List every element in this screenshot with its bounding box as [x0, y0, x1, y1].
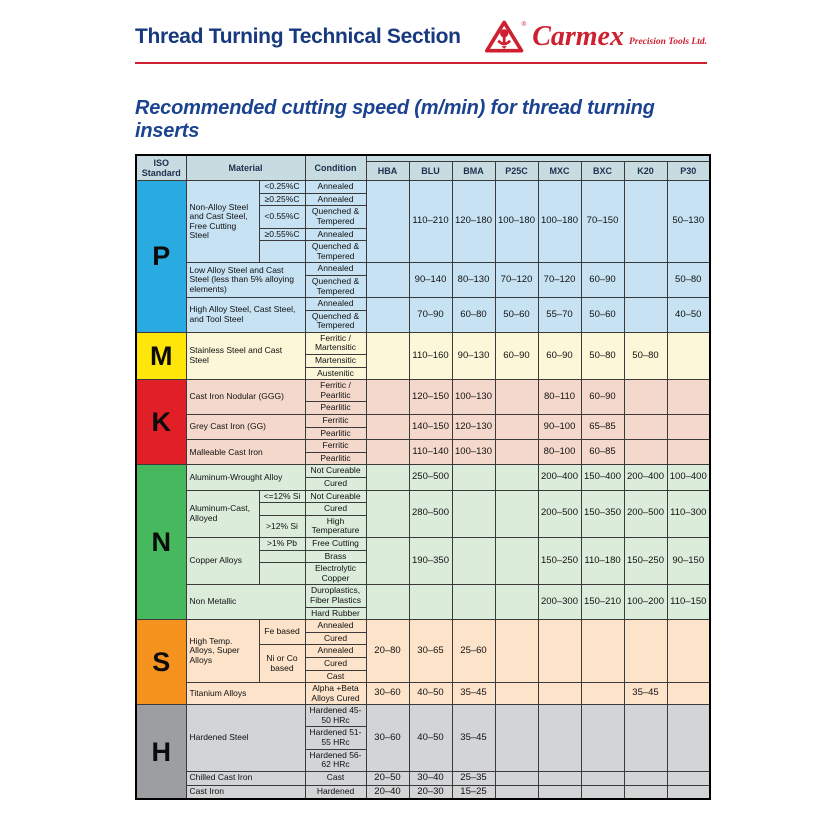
condition-cell: Electrolytic Copper: [305, 563, 366, 585]
value-cell-mxc: 200–400: [538, 465, 581, 490]
spec-cell: Fe based: [259, 620, 305, 645]
condition-cell: Ferritic: [305, 415, 366, 428]
value-cell-k20: 200–500: [624, 490, 667, 537]
material-cell: High Alloy Steel, Cast Steel, and Tool Steel: [186, 298, 305, 333]
value-cell-hba: [366, 490, 409, 537]
table-row: [136, 298, 710, 311]
col-header-bxc: BXC: [581, 162, 624, 181]
value-cell-bxc: 150–210: [581, 585, 624, 620]
col-header-material: Material: [186, 155, 305, 181]
value-cell-bxc: 65–85: [581, 415, 624, 440]
value-cell-bma: [452, 585, 495, 620]
col-header-iso-standard: ISO Standard: [136, 155, 186, 181]
value-cell-p30: [667, 683, 710, 705]
condition-cell: Quenched & Tempered: [305, 310, 366, 332]
material-cell: Chilled Cast Iron: [186, 771, 305, 785]
value-cell-bma: [452, 537, 495, 584]
value-cell-k20: [624, 263, 667, 298]
value-cell-k20: [624, 298, 667, 333]
condition-cell: Hardened 45-50 HRc: [305, 705, 366, 727]
value-cell-k20: [624, 620, 667, 683]
value-cell-hba: [366, 380, 409, 415]
value-cell-mxc: 70–120: [538, 263, 581, 298]
value-cell-p25c: [495, 490, 538, 537]
table-row: [136, 785, 710, 799]
material-cell: Aluminum-Cast, Alloyed: [186, 490, 259, 537]
value-cell-bma: 25–35: [452, 771, 495, 785]
value-cell-blu: 190–350: [409, 537, 452, 584]
value-cell-p25c: [495, 415, 538, 440]
condition-cell: Cured: [305, 478, 366, 491]
page-title: Thread Turning Technical Section: [135, 25, 461, 48]
value-cell-bma: [452, 465, 495, 490]
value-cell-k20: [624, 785, 667, 799]
value-cell-hba: 30–60: [366, 705, 409, 772]
value-cell-p25c: 100–180: [495, 181, 538, 263]
condition-cell: Quenched & Tempered: [305, 241, 366, 263]
value-cell-blu: 110–140: [409, 440, 452, 465]
table-row: [136, 440, 710, 453]
value-cell-k20: [624, 181, 667, 263]
value-cell-p25c: [495, 380, 538, 415]
value-cell-bma: 25–60: [452, 620, 495, 683]
iso-letter-s: S: [136, 620, 186, 705]
value-cell-hba: [366, 585, 409, 620]
value-cell-bxc: 110–180: [581, 537, 624, 584]
value-cell-hba: [366, 298, 409, 333]
value-cell-k20: [624, 705, 667, 772]
value-cell-p30: 50–80: [667, 263, 710, 298]
value-cell-mxc: [538, 771, 581, 785]
value-cell-k20: [624, 440, 667, 465]
value-cell-p30: [667, 785, 710, 799]
material-cell: Low Alloy Steel and Cast Steel (less than 5% alloying elements): [186, 263, 305, 298]
value-cell-k20: [624, 771, 667, 785]
value-cell-p25c: 50–60: [495, 298, 538, 333]
value-cell-p30: 90–150: [667, 537, 710, 584]
spec-cell: [259, 241, 305, 263]
col-header-p25c: P25C: [495, 162, 538, 181]
value-cell-p25c: [495, 771, 538, 785]
value-cell-p30: 110–300: [667, 490, 710, 537]
condition-cell: Hard Rubber: [305, 607, 366, 620]
condition-cell: Cured: [305, 632, 366, 645]
value-cell-p25c: [495, 705, 538, 772]
material-cell: High Temp. Alloys, Super Alloys: [186, 620, 259, 683]
value-cell-p25c: 70–120: [495, 263, 538, 298]
value-cell-hba: [366, 465, 409, 490]
col-header-blu: BLU: [409, 162, 452, 181]
value-cell-hba: [366, 415, 409, 440]
table-row: [136, 415, 710, 428]
top-header: [135, 16, 707, 58]
condition-cell: Pearlitic: [305, 452, 366, 465]
value-cell-bma: 120–180: [452, 181, 495, 263]
value-cell-blu: [409, 585, 452, 620]
condition-cell: Not Cureable: [305, 490, 366, 503]
value-cell-p30: [667, 332, 710, 379]
spec-cell: <=12% Si: [259, 490, 305, 503]
condition-cell: Annealed: [305, 228, 366, 241]
value-cell-p25c: [495, 440, 538, 465]
value-cell-bma: 100–130: [452, 440, 495, 465]
iso-letter-p: P: [136, 181, 186, 333]
value-cell-k20: 150–250: [624, 537, 667, 584]
value-cell-bma: 60–80: [452, 298, 495, 333]
iso-letter-k: K: [136, 380, 186, 465]
condition-cell: Hardened 51-55 HRc: [305, 727, 366, 749]
value-cell-p25c: [495, 465, 538, 490]
value-cell-p30: [667, 380, 710, 415]
value-cell-k20: 35–45: [624, 683, 667, 705]
value-cell-hba: [366, 181, 409, 263]
doc-title: Recommended cutting speed (m/min) for thread turning inserts: [135, 97, 655, 142]
table-row: [136, 465, 710, 478]
condition-cell: Cured: [305, 657, 366, 670]
value-cell-bxc: [581, 683, 624, 705]
condition-cell: Free Cutting: [305, 537, 366, 550]
condition-cell: Martensitic: [305, 355, 366, 368]
value-cell-hba: 30–60: [366, 683, 409, 705]
table-row: [136, 380, 710, 402]
table-row: [136, 537, 710, 550]
condition-cell: Quenched & Tempered: [305, 275, 366, 297]
material-cell: Cast Iron Nodular (GGG): [186, 380, 305, 415]
brand-suffix: Precision Tools Ltd.: [628, 37, 707, 47]
value-cell-blu: 30–40: [409, 771, 452, 785]
table-row: [136, 683, 710, 705]
condition-cell: Alpha +Beta Alloys Cured: [305, 683, 366, 705]
value-cell-p30: 100–400: [667, 465, 710, 490]
value-cell-bxc: [581, 771, 624, 785]
condition-cell: Pearlitic: [305, 427, 366, 440]
iso-letter-h: H: [136, 705, 186, 800]
col-header-mxc: MXC: [538, 162, 581, 181]
value-cell-mxc: 200–500: [538, 490, 581, 537]
condition-cell: Hardened 56-62 HRc: [305, 749, 366, 771]
value-cell-hba: 20–40: [366, 785, 409, 799]
condition-cell: Pearlitic: [305, 402, 366, 415]
value-cell-mxc: 150–250: [538, 537, 581, 584]
value-cell-mxc: 90–100: [538, 415, 581, 440]
iso-letter-n: N: [136, 465, 186, 620]
col-header-p30: P30: [667, 162, 710, 181]
value-cell-blu: 120–150: [409, 380, 452, 415]
material-cell: Non Metallic: [186, 585, 305, 620]
value-cell-hba: [366, 263, 409, 298]
header-divider: [135, 62, 707, 64]
condition-cell: Annealed: [305, 181, 366, 194]
value-cell-bma: 90–130: [452, 332, 495, 379]
value-cell-p25c: [495, 585, 538, 620]
value-cell-bxc: 150–400: [581, 465, 624, 490]
value-cell-bxc: 150–350: [581, 490, 624, 537]
value-cell-blu: 20–30: [409, 785, 452, 799]
condition-cell: Austenitic: [305, 367, 366, 380]
condition-cell: Cured: [305, 503, 366, 516]
value-cell-bxc: 50–60: [581, 298, 624, 333]
spec-cell: [259, 503, 305, 516]
condition-cell: Ferritic / Pearlitic: [305, 380, 366, 402]
value-cell-blu: 30–65: [409, 620, 452, 683]
value-cell-bxc: [581, 705, 624, 772]
value-cell-p30: 50–130: [667, 181, 710, 263]
spec-cell: [259, 550, 305, 563]
col-header-hba: HBA: [366, 162, 409, 181]
value-cell-bxc: 60–90: [581, 263, 624, 298]
condition-cell: Quenched & Tempered: [305, 206, 366, 228]
value-cell-mxc: [538, 705, 581, 772]
value-cell-bxc: [581, 785, 624, 799]
value-cell-bxc: 50–80: [581, 332, 624, 379]
value-cell-k20: 200–400: [624, 465, 667, 490]
value-cell-blu: 90–140: [409, 263, 452, 298]
cutting-speed-table: [135, 154, 711, 800]
condition-cell: Annealed: [305, 193, 366, 206]
value-cell-p30: [667, 440, 710, 465]
value-cell-p25c: 60–90: [495, 332, 538, 379]
value-cell-blu: 110–210: [409, 181, 452, 263]
value-cell-k20: [624, 380, 667, 415]
value-cell-blu: 250–500: [409, 465, 452, 490]
condition-cell: Ferritic / Martensitic: [305, 332, 366, 354]
carmex-triangle-anchor-icon: [485, 19, 527, 55]
value-cell-hba: [366, 440, 409, 465]
iso-letter-m: M: [136, 332, 186, 379]
value-cell-bxc: 70–150: [581, 181, 624, 263]
value-cell-blu: 140–150: [409, 415, 452, 440]
spec-cell: >1% Pb: [259, 537, 305, 550]
value-cell-p30: 40–50: [667, 298, 710, 333]
value-cell-bma: [452, 490, 495, 537]
value-cell-p30: [667, 415, 710, 440]
value-cell-p25c: [495, 620, 538, 683]
condition-cell: Hardened: [305, 785, 366, 799]
table-header-row-top: [136, 155, 710, 162]
value-cell-mxc: 80–100: [538, 440, 581, 465]
value-cell-hba: [366, 537, 409, 584]
table-row: [136, 620, 710, 633]
material-cell: Titanium Alloys: [186, 683, 305, 705]
spec-cell: Ni or Co based: [259, 645, 305, 683]
value-cell-mxc: [538, 785, 581, 799]
condition-cell: Cast: [305, 670, 366, 683]
spec-cell: <0.25%C: [259, 181, 305, 194]
material-cell: Non-Alloy Steel and Cast Steel, Free Cutting Steel: [186, 181, 259, 263]
value-cell-mxc: 55–70: [538, 298, 581, 333]
registered-mark: ®: [521, 21, 527, 29]
value-cell-hba: [366, 332, 409, 379]
value-cell-p30: [667, 705, 710, 772]
value-cell-bma: 100–130: [452, 380, 495, 415]
value-cell-mxc: 100–180: [538, 181, 581, 263]
grades-group-header: [366, 155, 710, 162]
material-cell: Malleable Cast Iron: [186, 440, 305, 465]
value-cell-bma: 80–130: [452, 263, 495, 298]
table-row: [136, 181, 710, 194]
value-cell-bxc: [581, 620, 624, 683]
table-row: [136, 263, 710, 276]
table-row: [136, 705, 710, 727]
material-cell: Cast Iron: [186, 785, 305, 799]
value-cell-mxc: [538, 683, 581, 705]
value-cell-mxc: 200–300: [538, 585, 581, 620]
condition-cell: Annealed: [305, 645, 366, 658]
material-cell: Grey Cast Iron (GG): [186, 415, 305, 440]
material-cell: Stainless Steel and Cast Steel: [186, 332, 305, 379]
condition-cell: Annealed: [305, 298, 366, 311]
material-cell: Copper Alloys: [186, 537, 259, 584]
brand-name: Carmex: [532, 21, 624, 52]
condition-cell: High Temperature: [305, 515, 366, 537]
table-row: [136, 332, 710, 354]
condition-cell: Duroplastics, Fiber Plastics: [305, 585, 366, 607]
value-cell-hba: 20–80: [366, 620, 409, 683]
condition-cell: Not Cureable: [305, 465, 366, 478]
spec-cell: <0.55%C: [259, 206, 305, 228]
table-row: [136, 585, 710, 607]
material-cell: Hardened Steel: [186, 705, 305, 772]
value-cell-bma: 35–45: [452, 683, 495, 705]
value-cell-mxc: 80–110: [538, 380, 581, 415]
condition-cell: Brass: [305, 550, 366, 563]
condition-cell: Annealed: [305, 263, 366, 276]
col-header-bma: BMA: [452, 162, 495, 181]
col-header-condition: Condition: [305, 155, 366, 181]
value-cell-p25c: [495, 683, 538, 705]
value-cell-bma: 15–25: [452, 785, 495, 799]
value-cell-k20: [624, 415, 667, 440]
value-cell-bxc: 60–90: [581, 380, 624, 415]
spec-cell: [259, 563, 305, 585]
value-cell-p30: 110–150: [667, 585, 710, 620]
col-header-k20: K20: [624, 162, 667, 181]
value-cell-p25c: [495, 537, 538, 584]
value-cell-blu: 70–90: [409, 298, 452, 333]
value-cell-p25c: [495, 785, 538, 799]
value-cell-blu: 40–50: [409, 705, 452, 772]
value-cell-bma: 35–45: [452, 705, 495, 772]
table-row: [136, 771, 710, 785]
condition-cell: Ferritic: [305, 440, 366, 453]
value-cell-bxc: 60–85: [581, 440, 624, 465]
table-row: [136, 490, 710, 503]
material-cell: Aluminum-Wrought Alloy: [186, 465, 305, 490]
value-cell-bma: 120–130: [452, 415, 495, 440]
value-cell-mxc: 60–90: [538, 332, 581, 379]
carmex-logo: [485, 19, 707, 55]
value-cell-p30: [667, 771, 710, 785]
value-cell-blu: 110–160: [409, 332, 452, 379]
value-cell-p30: [667, 620, 710, 683]
spec-cell: >12% Si: [259, 515, 305, 537]
value-cell-blu: 280–500: [409, 490, 452, 537]
value-cell-k20: 50–80: [624, 332, 667, 379]
spec-cell: ≥0.55%C: [259, 228, 305, 241]
value-cell-k20: 100–200: [624, 585, 667, 620]
value-cell-mxc: [538, 620, 581, 683]
condition-cell: Annealed: [305, 620, 366, 633]
condition-cell: Cast: [305, 771, 366, 785]
spec-cell: ≥0.25%C: [259, 193, 305, 206]
value-cell-hba: 20–50: [366, 771, 409, 785]
value-cell-blu: 40–50: [409, 683, 452, 705]
